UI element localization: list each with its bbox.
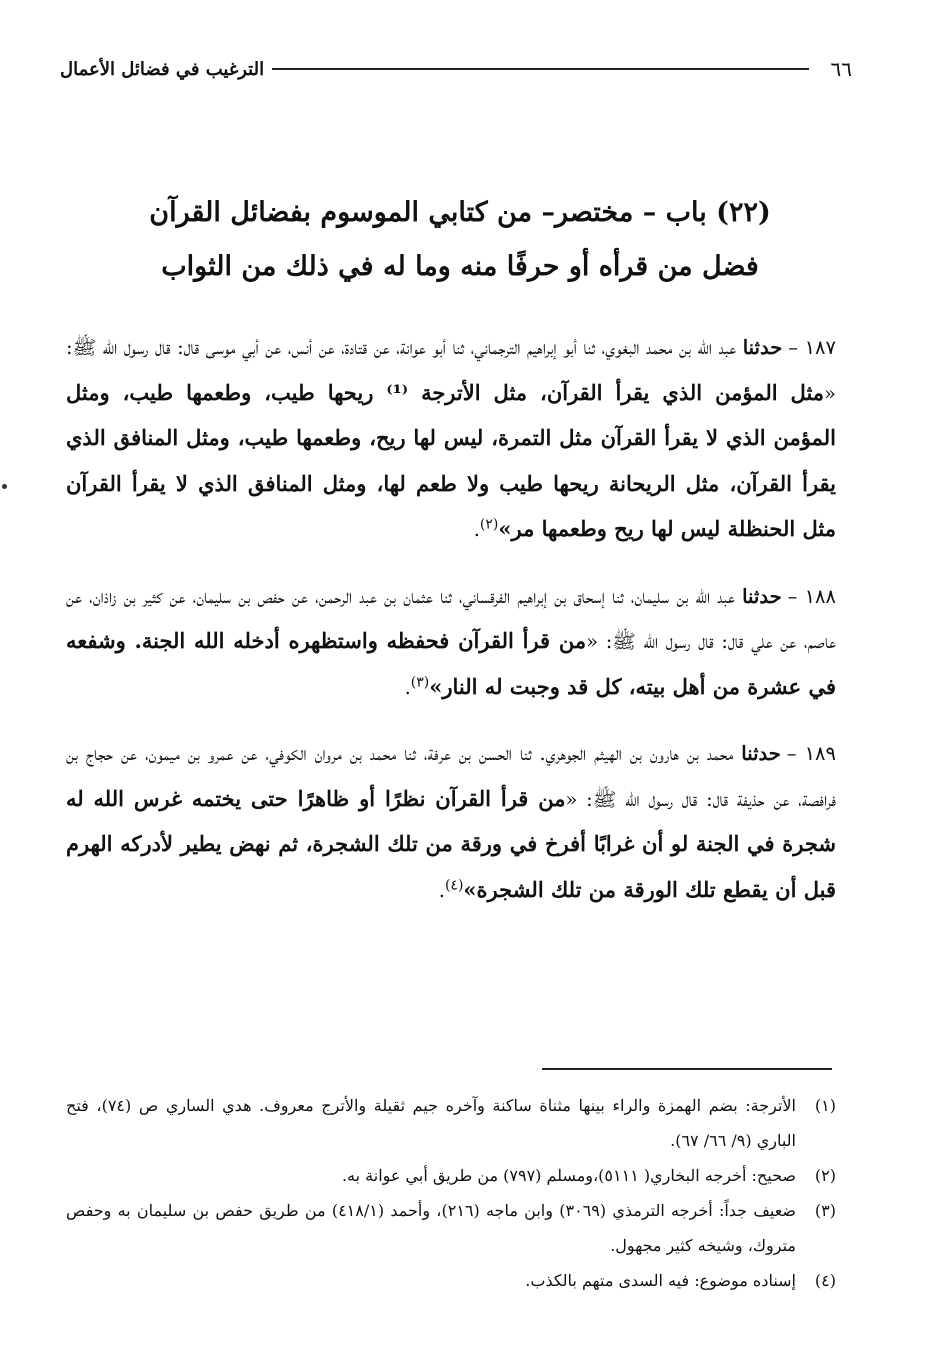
hadith-189: [66, 732, 836, 913]
narration-keyword: حدثنا: [742, 336, 783, 359]
footnote-ref[interactable]: (٢): [479, 516, 499, 533]
hadith-187: [66, 326, 836, 553]
footnote-mark: (٢): [814, 1166, 836, 1185]
matn-text: من قرأ القرآن فحفظه واستظهره أدخله الله الجنة. وشفعه في عشرة من أهل بيته، كل قد وجبت له النار: [66, 628, 836, 699]
chapter-heading: [60, 186, 860, 294]
hadith-list: [66, 326, 836, 935]
footnote-text: صحيح: أخرجه البخاري( ٥١١١)،ومسلم (٧٩٧) من طريق أبي عوانة به.: [341, 1166, 796, 1185]
period: .: [438, 878, 445, 902]
page-number: ٦٦: [830, 57, 852, 81]
footnote-text: ضعيف جداً: أخرجه الترمذي (٣٠٦٩) وابن ماجه (٢١٦)، وأحمد (٤١٨/١) من طريق حفص بن سليمان به وحفص متروك، وشيخه كثير مجهول.: [66, 1201, 797, 1255]
book-title: الترغيب في فضائل الأعمال: [60, 58, 265, 80]
hadith-number: ١٨٧ –: [788, 336, 836, 359]
header-rule: [272, 68, 808, 70]
footnote-mark: (٣): [814, 1201, 836, 1220]
narration-keyword: حدثنا: [742, 584, 782, 608]
period: .: [473, 518, 480, 541]
footnote-1: [66, 1088, 836, 1158]
footnote-separator: [542, 1068, 832, 1070]
footnote-text: الأترجة: بضم الهمزة والراء بينها مثناة ساكنة وآخره جيم ثقيلة والأترج معروف. هدي الساري ص (٧٤)، فتح الباري (٩/ ٦٦/ ٦٧).: [66, 1096, 796, 1150]
hadith-188: [66, 575, 836, 711]
narration-keyword: حدثنا: [741, 742, 781, 765]
chapter-title: (٢٢) باب – مختصر– من كتابي الموسوم بفضائل القرآن: [149, 197, 771, 228]
footnote-text: إسناده موضوع: فيه السدى متهم بالكذب.: [525, 1271, 796, 1290]
quote-close: »: [429, 673, 443, 699]
isnad-text: عبد الله بن محمد البغوي، ثنا أبو إبراهيم الترجماني، ثنا أبو عوانة، عن قتادة، عن أنس، عن أبي موسى قال: قال رسول الله ﷺ: «: [66, 336, 836, 405]
period: .: [404, 675, 411, 699]
isnad-text: محمد بن هارون بن الهيثم الجوهري. ثنا الحسن بن عرفة، ثنا محمد بن مروان الكوفي، عن عمرو بن ميمون، عن حجاج بن فرافصة، عن حذيفة قال: قال رسول الله ﷺ: «: [66, 742, 836, 811]
footnote-2: [66, 1158, 836, 1193]
footnotes: [66, 1088, 836, 1298]
footnote-mark: (١): [814, 1096, 836, 1115]
quote-close: »: [463, 876, 477, 902]
matn-text: من قرأ القرآن نظرًا أو ظاهرًا حتى يختمه غرس الله له شجرة في الجنة لو أن غرابًا أفرخ في ورقة من تلك الشجرة، ثم نهض يطير لأدركه الهرم قبل أن يقطع تلك الورقة من تلك الشجرة: [66, 785, 836, 902]
quote-close: »: [498, 516, 512, 541]
isnad-text: عبد الله بن سليمان، ثنا إسحاق بن إبراهيم الفرقساني، ثنا عثمان بن عبد الرحمن، عن حفص بن سليمان، عن كثير بن زاذان، عن عاصم، عن علي قال: قال رسول الله ﷺ: «: [66, 584, 836, 653]
footnote-mark: (٤): [814, 1271, 836, 1290]
footnote-ref[interactable]: (٤): [444, 877, 464, 893]
running-header: [60, 52, 852, 86]
hadith-number: ١٨٩ –: [786, 742, 836, 765]
footnote-ref[interactable]: (٣): [410, 674, 430, 690]
hadith-number: ١٨٨ –: [787, 584, 836, 608]
chapter-subtitle: فضل من قرأه أو حرفًا منه وما له في ذلك من الثواب: [161, 251, 759, 282]
footnote-3: [66, 1193, 836, 1263]
footnote-4: [66, 1263, 836, 1298]
matn-text: مثل المؤمن الذي يقرأ القرآن، مثل الأترجة ⁽¹⁾ ريحها طيب، وطعمها طيب، ومثل المؤمن الذي لا يقرأ القرآن مثل التمرة، ليس لها ريح، وطعمها طيب، ومثل المنافق الذي يقرأ القرآن، مثل الريحانة ريحها طيب ولا طعم لها، ومثل المنافق الذي لا يقرأ القرآن مثل الحنظلة ليس لها ريح وطعمها مر: [66, 379, 836, 541]
scan-edge-mark: [2, 484, 7, 489]
